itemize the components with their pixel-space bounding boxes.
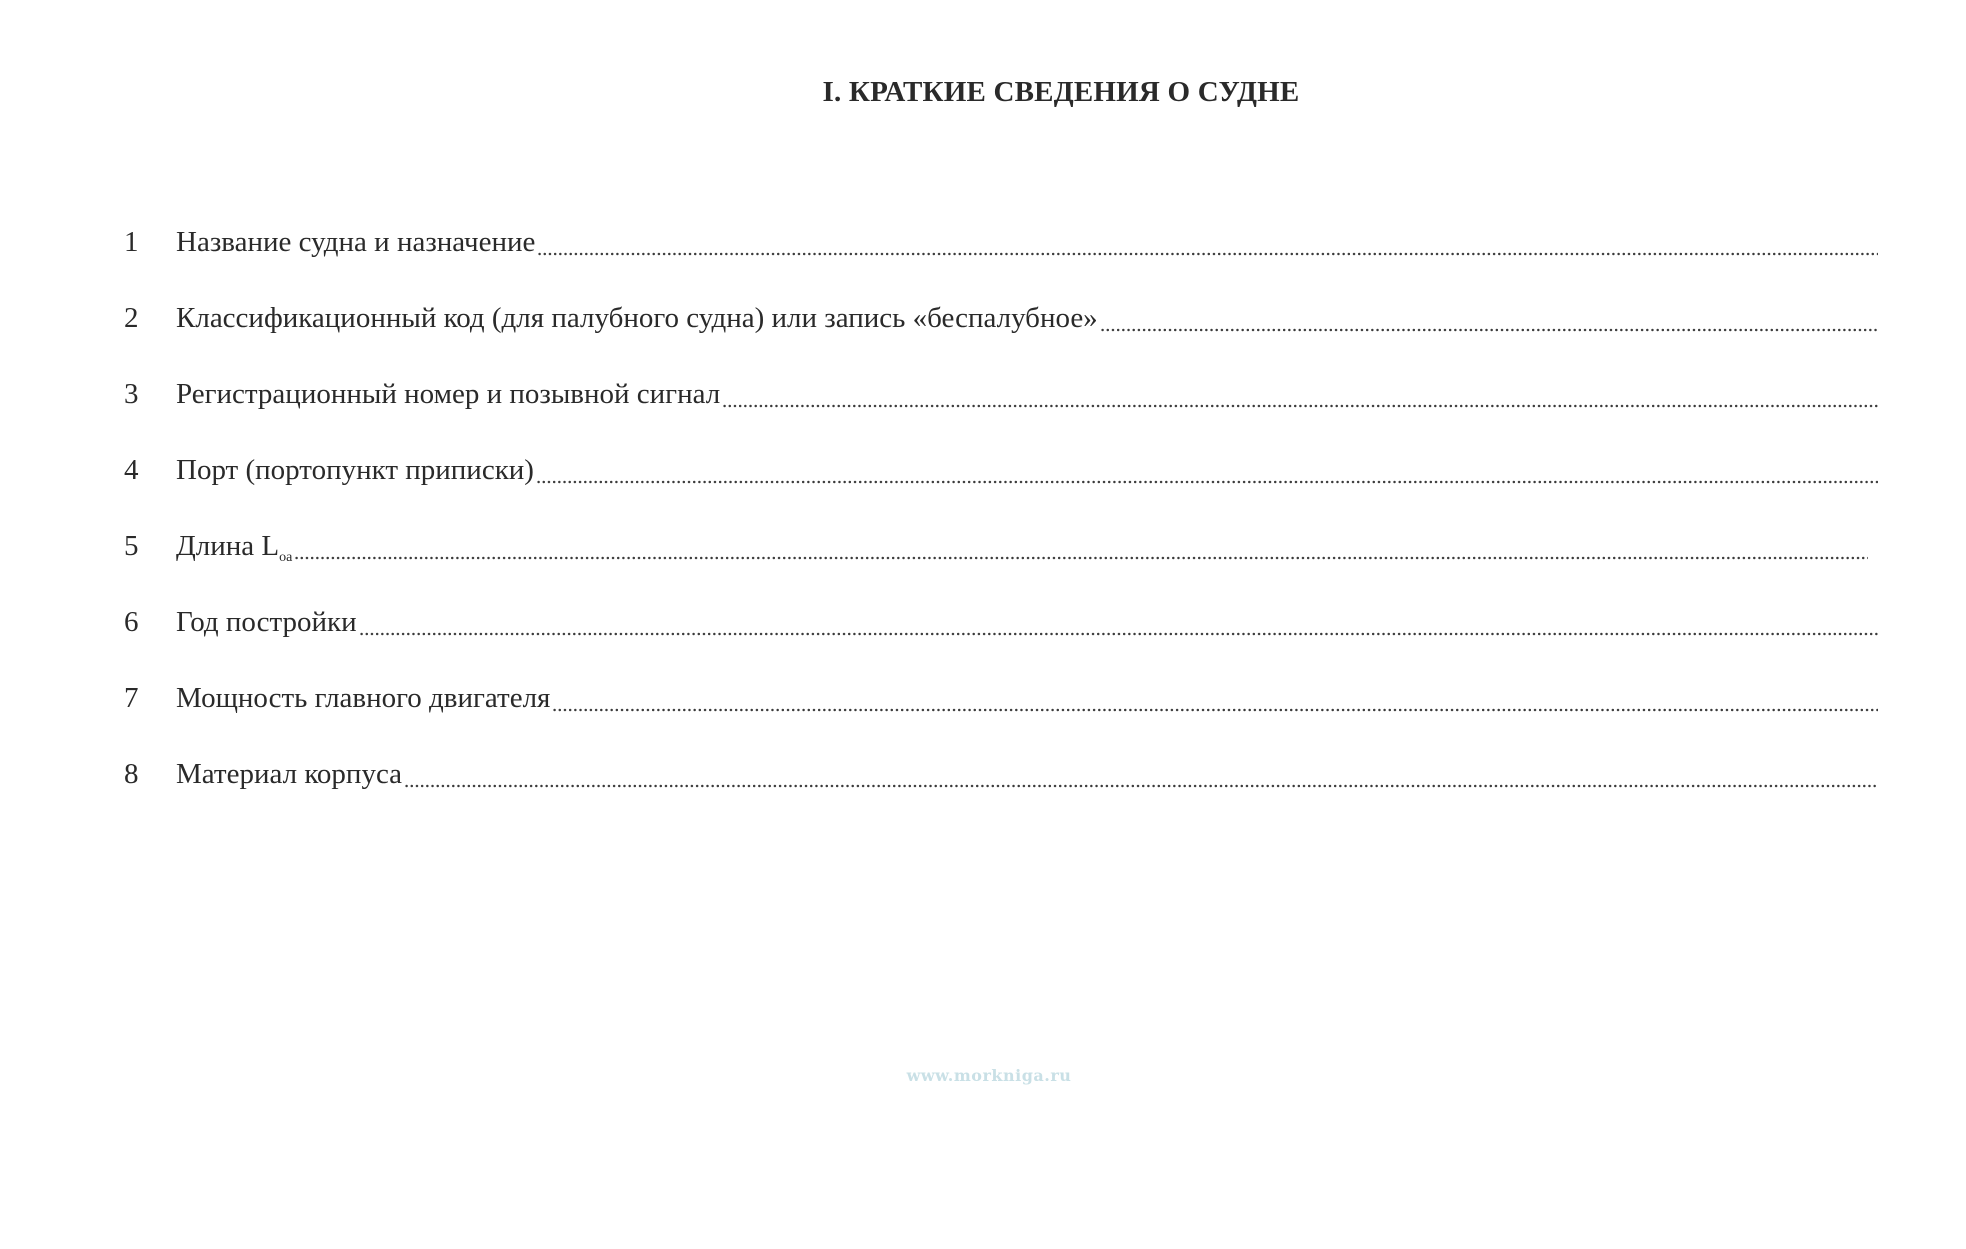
watermark: www.morkniga.ru xyxy=(906,1066,1072,1085)
form-row-vessel-name xyxy=(124,186,1878,262)
fill-in-dotted-line xyxy=(1100,302,1878,332)
row-label: Порт (портопункт приписки) xyxy=(176,454,534,486)
row-body xyxy=(176,678,1878,718)
form-row-class-code xyxy=(124,262,1878,338)
form-row-engine-power xyxy=(124,642,1878,718)
row-body xyxy=(176,222,1878,262)
form-row-hull-material xyxy=(124,718,1878,794)
row-body xyxy=(176,526,1878,566)
row-number: 8 xyxy=(124,758,139,790)
row-label: Название судна и назначение xyxy=(176,226,536,258)
fill-in-dotted-line xyxy=(537,226,1878,256)
fill-in-dotted-line xyxy=(359,606,1878,636)
fill-in-dotted-line xyxy=(722,378,1878,408)
row-body xyxy=(176,602,1878,642)
fill-in-dotted-line xyxy=(552,682,1878,712)
row-body xyxy=(176,754,1878,794)
page-title: I. КРАТКИЕ СВЕДЕНИЯ О СУДНЕ xyxy=(822,76,1300,108)
form-row-registration-number xyxy=(124,338,1878,414)
row-label: Классификационный код (для палубного судна) или запись «беспалубное» xyxy=(176,302,1098,334)
row-body xyxy=(176,298,1878,338)
form-field-list xyxy=(124,186,1878,794)
fill-in-dotted-line xyxy=(294,530,1868,560)
form-row-build-year xyxy=(124,566,1878,642)
row-number: 5 xyxy=(124,530,139,562)
row-label-text: Длина L xyxy=(176,530,280,562)
row-body xyxy=(176,450,1878,490)
row-number: 7 xyxy=(124,682,139,714)
row-number: 6 xyxy=(124,606,139,638)
row-number: 3 xyxy=(124,378,139,410)
row-label: Материал корпуса xyxy=(176,758,403,790)
row-label xyxy=(176,526,292,566)
form-row-home-port xyxy=(124,414,1878,490)
row-body xyxy=(176,374,1878,414)
form-row-length xyxy=(124,490,1878,566)
row-number: 1 xyxy=(124,226,139,258)
row-number: 4 xyxy=(124,454,139,486)
row-label: Год постройки xyxy=(176,606,357,638)
row-number: 2 xyxy=(124,302,139,334)
row-label-subscript: oa xyxy=(279,550,293,565)
row-label: Регистрационный номер и позывной сигнал xyxy=(176,378,721,410)
row-label: Мощность главного двигателя xyxy=(176,682,551,714)
fill-in-dotted-line xyxy=(536,454,1878,484)
fill-in-dotted-line xyxy=(404,758,1878,788)
